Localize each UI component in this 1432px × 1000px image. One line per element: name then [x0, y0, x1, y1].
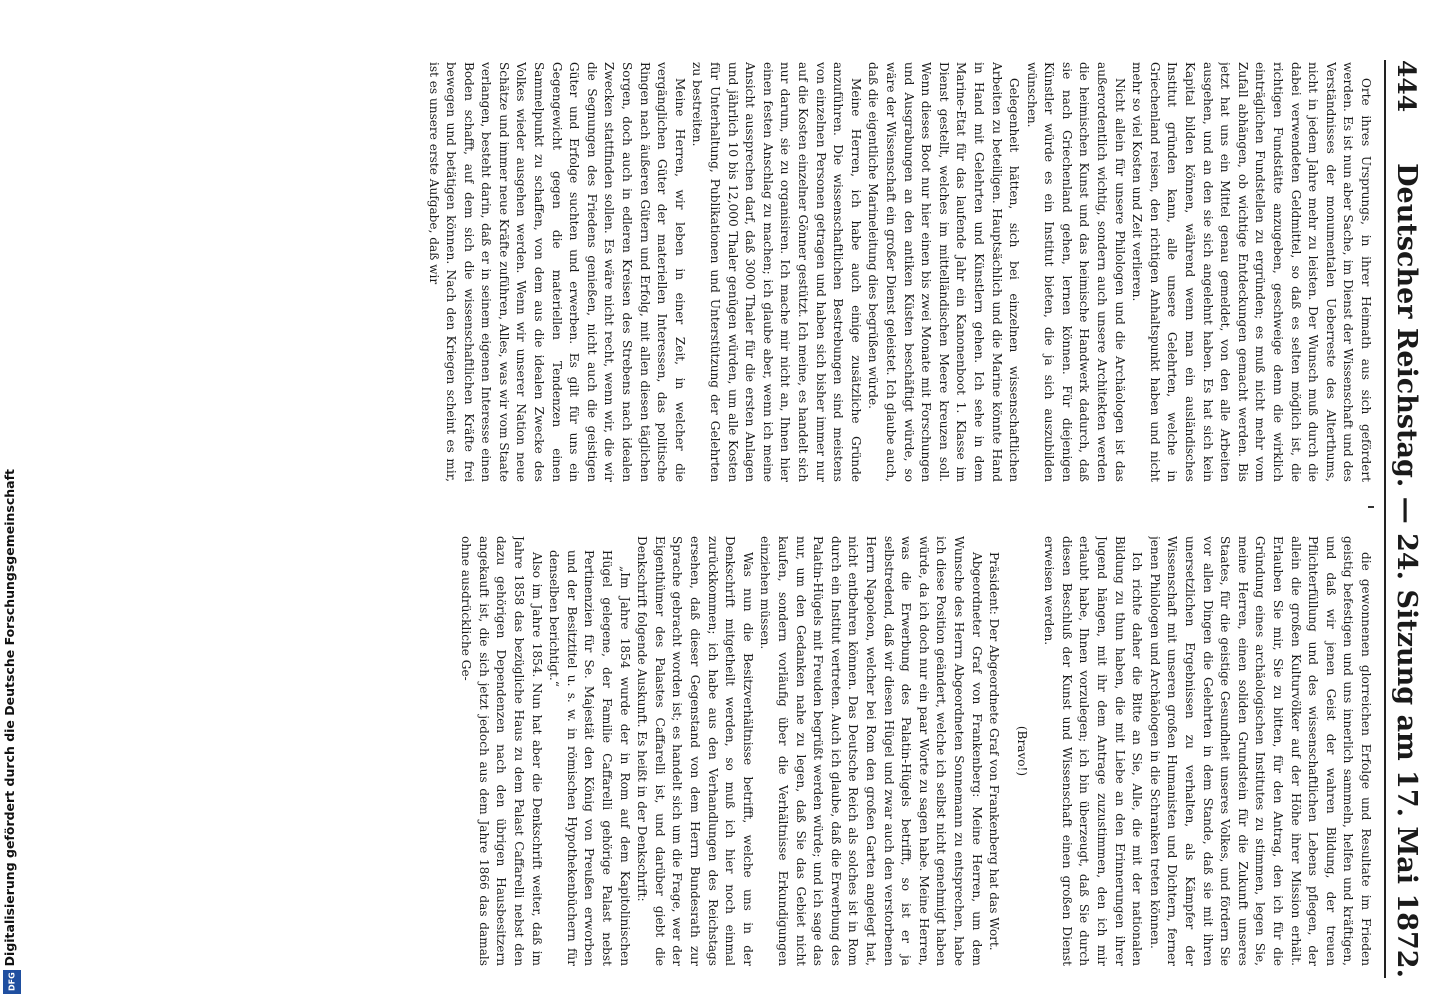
- text-column-right: [20, 536, 1374, 966]
- paragraph: Meine Herren, wir leben in einer Zeit, in welcher die vergänglichen Güter der materiellen Interessen, das politische Ringen nach äußeren Gütern und Erfolg, mit allen diesen täglichen Sorgen, doch auch in edleren Kreisen des Strebens nach idealen Zwecken stattfinden sollen. Es wäre nicht recht, wenn wir, die wir die Segnungen des Friedens genießen, nicht auch die geistigen Güter und Erfolge suchten und erwerben. Es gilt für uns ein Gegengewicht gegen die materiellen Tendenzen einen Sammelpunkt zu schaffen, von dem aus die idealen Zwecke des Volkes wieder ausgehen werden. Wenn wir unserer Nation neue Schätze und immer neue Kräfte zuführen, Alles, was wir vom Staate verlangen, besteht darin, daß er in seinem eigenen Interesse einen Boden schafft, auf dem sich die wissenschaftlichen Kräfte frei bewegen und betätigen können. Nach den Kriegen scheint es mir, ist es unsere erste Aufgabe, daß wir: [426, 62, 687, 482]
- paragraph: Präsident: Der Abgeordnete Graf von Frankenberg hat das Wort.: [987, 552, 1002, 951]
- paragraph: Nicht allein für unsere Philologen und die Archäologen ist das außerordentlich wichtig, sondern auch unsere Architekten werden die heimischen Kunst und das heimische Handwerk dadurch, daß sie nach Griechenland gehen, lernen können. Für diejenigen Künstler würde es ein Institut bieten, die ja sich auszubilden wünschen.: [1024, 62, 1127, 482]
- paragraph: Orte ihres Ursprungs, in ihrer Heimath aus sich gefördert werden. Es ist nun aber Sache, im Dienst der Wissenschaft und des Verständnisses der monumentalen Ueberreste des Alterthums, nicht in jedem Jahre mehr zu leisten. Der Wunsch muß durch die dabei verwendeten Geldmittel, so daß es selten möglich ist, die richtigen Fundstätte anzugeben, geschweige denn die wirklich einträglichen Fundstellen zu ergründen; es muß nicht mehr vom Zufall abhängen, ob wichtige Entdeckungen gemacht werden. Bis jetzt hat uns ein Mittel genau gemeldet, von den alle Arbeiten ausgehen, und an den sie sich angelehnt haben. Es hat sich kein Kapital bilden können, während wenn man ein ausländisches Institut gründen kann, alle unsere Gelehrten, welche in Griechenland reisen, den richtigen Anhaltspunkt haben und nicht mehr so viel Kosten und Zeit verlieren.: [1130, 62, 1373, 482]
- paragraph: Gelegenheit hätten, sich bei einzelnen wissenschaftlichen Arbeiten zu beteiligen. Hauptsächlich und die Marine könnte Hand in Hand mit Gelehrten und Künstlern gehen. Ich sehe in dem Marine-Etat für das laufende Jahr ein Kanonenboot 1. Klasse im Dienst gestellt, welches im mittelländischen Meere kreuzen soll. Wenn dieses Boot nur hier einen bis zwei Monate mit Forschungen und Ausgrabungen an den antiken Küsten beschäftigt würde, so wäre der Wissenschaft ein großer Dienst geleistet. Ich glaube auch, daß die eigentliche Marineleitung dies begrüßen würde.: [866, 62, 1022, 482]
- paragraph: Abgeordneter Graf von Frankenberg: Meine Herren, um dem Wunsche des Herrn Abgeordneten Sonnemann zu entsprechen, habe ich diese Position geändert, welche ich selbst nicht genehmigt haben würde, da ich doch nur ein paar Worte zu sagen habe. Meine Herren, was die Erwerbung des Palatin-Hügels betrifft, so ist er ja selbstredend, daß wir diesen Hügel und zwar auch den verstorbenen Herrn Napoleon, welcher bei Rom den großen Garten angelegt hat, nicht entbehren können. Das Deutsche Reich als solches ist in Rom durch ein Institut vertreten. Auch ich glaube, daß die Erwerbung des Palatin-Hügels mit Freuden begrüßt werden würde; und ich sage das nur, um den Gedanken nahe zu legen, daß Sie das Gebiet nicht kaufen, sondern vorläufig über die Verhältnisse Erkundigungen einziehen müssen.: [758, 536, 984, 966]
- page-header: [1390, 60, 1424, 978]
- paragraph: Meine Herren, ich habe auch einige zusätzliche Gründe anzuführen. Die wissenschaftlichen Bestrebungen sind meistens von einzelnen Personen getragen und haben sich bisher immer nur auf die Kosten einzelner Gönner gestützt. Ich meine, es handelt sich nur darum, sie zu organisiren. Ich mache mir nicht an, Ihnen hier einen festen Anschlag zu machen; ich glaube aber, wenn ich meine Ansicht aussprechen darf, daß 3000 Thaler für die ersten Anlagen und jährlich 10 bis 12,000 Thaler genügen würden, um alle Kosten für Unterhaltung, Publikationen und Unterstützung der Gelehrten zu bestreiten.: [690, 62, 863, 482]
- text-column-left: [20, 62, 1374, 482]
- paragraph: Was nun die Besitzverhältnisse betrifft, welche uns in der Denkschrift mitgetheilt werden, so muß ich hier noch einmal zurückkommen; ich habe aus den Verhandlungen des Reichstags ersehen, daß dieser Gegenstand von dem Herrn Bundesrath zur Sprache gebracht worden ist; es handelt sich um die Frage, wer der Eigenthümer des Palastes Caffarelli ist, und darüber giebt die Denkschrift folgende Auskunft. Es heißt in der Denkschrift:: [635, 536, 755, 966]
- applause-note: (Bravo!): [1014, 725, 1029, 777]
- quotation: „Im Jahre 1854 wurde der in Rom auf dem Kapitolinischen Hügel gelegene, der Familie Caffarelli gehörige Palast nebst Pertinenzien für Se. Majestät den König von Preußen erworben und der Besitztitel u. s. w. in römischen Hypothekenbüchern für denselben berichtigt.“: [547, 550, 632, 966]
- header-rule: [1384, 60, 1386, 978]
- paragraph: Also im Jahre 1854. Nun hat aber die Denkschrift weiter, daß im Jahre 1858 das bezügliche Haus zu dem Palast Caffarelli nebst den dazu gehörigen Dependenzen nach den übrigen Hausbesitzern angekauft ist, die sich jetzt jedoch aus dem Jahre 1866 das damals ohne ausdrückliche Ge-: [459, 536, 544, 966]
- digitization-credit-bar: [0, 0, 24, 1000]
- dfg-logo: DFG: [3, 970, 21, 994]
- paragraph: die gewonnenen glorreichen Erfolge und Resultate im Frieden geistig befestigen und uns innerlich sammeln, helfen und kräftigen, und daß wir jenen Geist der wahren Bildung, der treuen Pflichterfüllung und des wissenschaftlichen Lebens pflegen, der allein die großen Kulturvölker auf der Höhe ihrer Mission erhält. Erlauben Sie mir, Sie zu bitten, für den Antrag, den ich für die Gründung eines archäologischen Institutes zu stimmen, legen Sie, meine Herren, einen soliden Grundstein für die Zukunft unseres Staates, für die geistige Gesundheit unseres Volkes, und fördern Sie vor allen Dingen die Gelehrten in dem Stande, daß sie mit ihren unersetzlichen Ergebnissen zu verhalten, als Kämpfer der Wissenschaft mit unseren großen Humanisten und Dichtern, ferner jenen Philologen und Archäologen in die Schranken treten können.: [1147, 536, 1373, 966]
- column-divider: [1368, 506, 1374, 508]
- page-number: 444: [1392, 60, 1422, 113]
- paragraph: Ich richte daher die Bitte an Sie, Alle, die mit der nationalen Bildung zu thun haben, die mit Liebe an den Erinnerungen ihrer Jugend hängen, mit ihr dem Antrage zuzustimmen, den ich mir erlaubt habe, Ihnen vorzulegen; ich bin überzeugt, daß Sie durch diesen Beschluß der Kunst und Wissenschaft einen großen Dienst erweisen werden.: [1042, 536, 1145, 966]
- credit-text: Digitalisierung gefördert durch die Deutsche Forschungsgemeinschaft: [2, 468, 17, 966]
- page-title: Deutscher Reichstag. — 24. Sitzung am 17. Mai 1872.: [1391, 163, 1423, 978]
